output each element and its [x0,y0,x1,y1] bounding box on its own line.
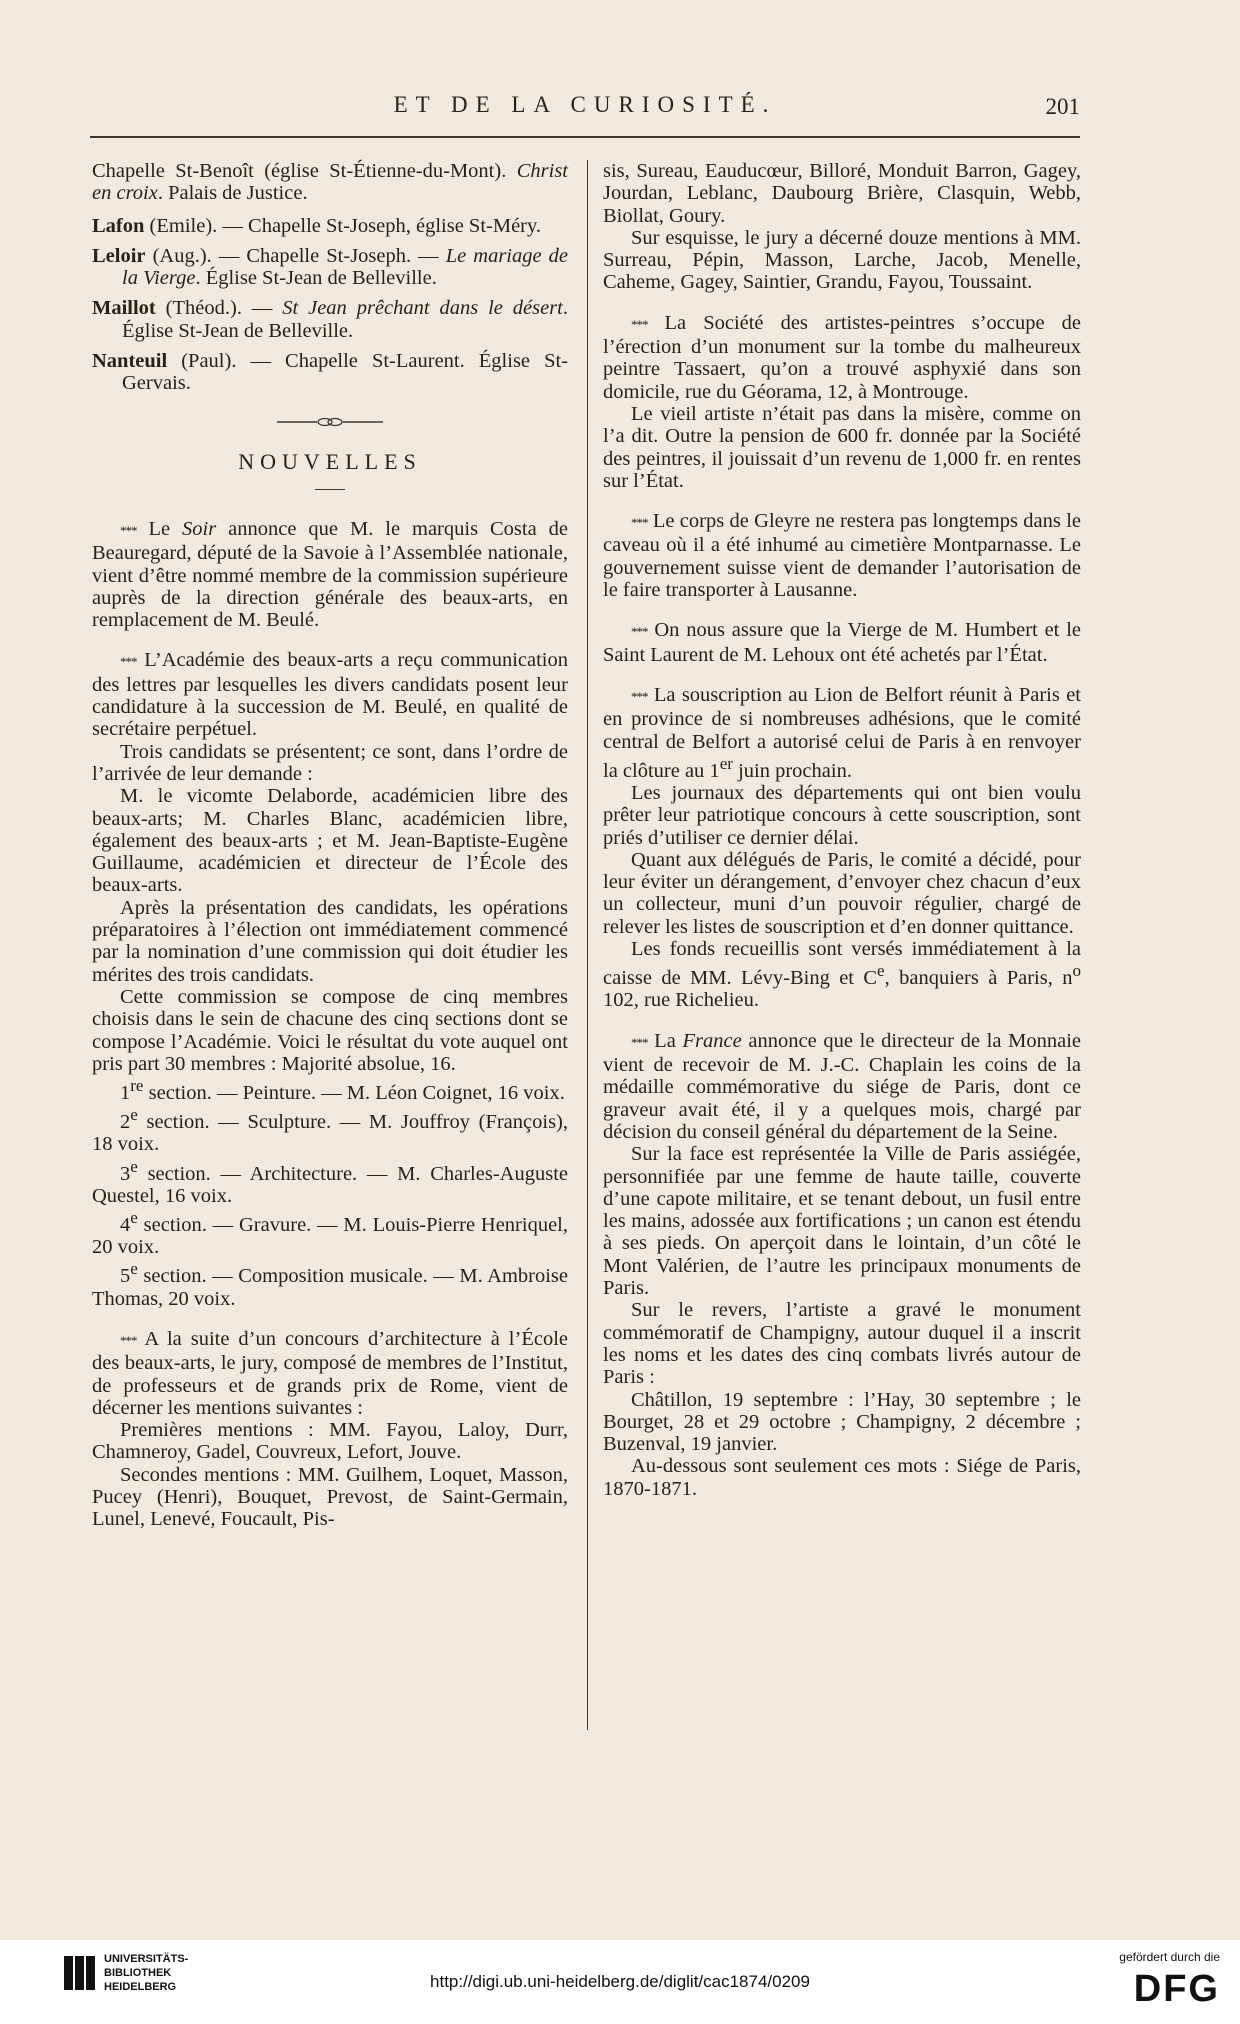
asterism-icon: *** [631,624,648,640]
paragraph: Sur esquisse, le jury a décerné douze mentions à MM. Surreau, Pépin, Masson, Larche, Jacob, Menelle, Caheme, Gagey, Saintier, Grandu, Fayou, Toussaint. [603,226,1081,294]
news-item: *** La Société des artistes-peintres s’occupe de l’érection d’un monument sur la tombe du malheureux peintre Tassaert, qu’on a trouvé asphyxié dans son domicile, rue du Géorama, 12, à Montrouge. [603,311,1081,403]
paragraph: Sur le revers, l’artiste a gravé le monument commémoratif de Champigny, autour duquel il a inscrit les noms et les dates des cinq combats livrés autour de Paris : [603,1299,1081,1389]
paragraph: Au-dessous sont seulement ces mots : Siége de Paris, 1870-1871. [603,1455,1081,1500]
news-item: *** Le Soir annonce que M. le marquis Costa de Beauregard, député de la Savoie à l’Assemblée nationale, vient d’être nommé membre de la commission supérieure auprès de la direction générale des beaux-arts, en remplacement de M. Beulé. [92,517,568,632]
running-title: ET DE LA CURIOSITÉ. [393,92,777,117]
news-item: *** A la suite d’un concours d’architecture à l’École des beaux-arts, le jury, composé de membres de l’Institut, de professeurs et de grands prix de Rome, vient de décerner les mentions suivantes : [92,1327,568,1419]
artist-entry: Lafon (Emile). — Chapelle St-Joseph, église St-Méry. [92,214,542,237]
asterism-icon: *** [631,1034,648,1050]
column-divider [587,160,588,1730]
university-library-name: UNIVERSITÄTS- BIBLIOTHEK HEIDELBERG [104,1953,189,1993]
vote-line: 2e section. — Sculpture. — M. Jouffroy (François), 18 voix. [92,1105,568,1156]
paragraph: Sur la face est représentée la Ville de Paris assiégée, personnifiée par une femme de haute taille, couverte d’une capote militaire, et se tenant debout, un fusil entre les mains, adossée aux fortifications ; un canon est étendu à ses pieds. On aperçoit dans le lointain, d’un côté le Mont Valérien, de l’autre les principaux monuments de Paris. [603,1143,1081,1300]
paragraph: Trois candidats se présentent; ce sont, dans l’ordre de l’arrivée de leur demande : [92,740,568,785]
running-head [90,88,1080,128]
artist-entry: Maillot (Théod.). — St Jean prêchant dans le désert. Église St-Jean de Belleville. [92,297,569,342]
paragraph: Chapelle St-Benoît (église St-Étienne-du-Mont). Christ en croix. Palais de Justice. [92,160,568,205]
news-item: *** Le corps de Gleyre ne restera pas longtemps dans le caveau où il a été inhumé au cimetière Montparnasse. Le gouvernement suisse vient de demander l’autorisation de le faire transporter à Lausanne. [603,510,1081,602]
asterism-icon: *** [631,515,648,531]
ornament-divider-icon [275,415,385,429]
section-title: NOUVELLES [238,448,422,474]
asterism-icon: *** [120,654,137,670]
paragraph: Les fonds recueillis sont versés immédiatement à la caisse de MM. Lévy-Bing et Ce, banquiers à Paris, $n^o$ 102, rue Richelieu. [603,938,1081,1012]
asterism-icon: *** [631,688,648,704]
page-number: 201 [1045,94,1080,119]
asterism-icon: *** [120,1332,137,1348]
artist-entry: Nanteuil (Paul). — Chapelle St-Laurent. Église St-Gervais. [92,350,568,395]
paragraph: Châtillon, 19 septembre : l’Hay, 30 septembre ; le Bourget, 28 et 29 octobre ; Champigny, 2 décembre ; Buzenval, 19 janvier. [603,1388,1081,1456]
vote-line: 3e section. — Architecture. — M. Charles-Auguste Questel, 16 voix. [92,1156,568,1207]
news-item: *** La France annonce que le directeur de la Monnaie vient de recevoir de M. J.-C. Chaplain les coins de la médaille commémorative du siége de Paris, dont ce graveur avait été, il y a quelques mois, chargé par décision du conseil général du département de la Seine. [603,1029,1081,1143]
title-dash [315,489,345,490]
paragraph: Premières mentions : MM. Fayou, Laloy, Durr, Chamneroy, Gadel, Couvreux, Lefort, Jouve. [92,1419,568,1464]
paragraph: sis, Sureau, Eauducœur, Billoré, Monduit Barron, Gagey, Jourdan, Leblanc, Daubourg Brière, Clasquin, Webb, Biollat, Goury. [603,160,1081,227]
news-item: *** On nous assure que la Vierge de M. Humbert et le Saint Laurent de M. Lehoux ont été achetés par l’État. [603,619,1081,666]
header-rule [90,136,1080,138]
right-column [603,160,1081,1500]
vote-line: 4e section. — Gravure. — M. Louis-Pierre Henriquel, 20 voix. [92,1208,568,1259]
digitization-footer [0,1940,1240,2024]
vote-line: 1re section. — Peinture. — M. Léon Coignet, 16 voix. [120,1076,565,1104]
left-column [92,160,568,1531]
dfg-caption: gefördert durch die [1119,1950,1220,1964]
news-item: *** L’Académie des beaux-arts a reçu communication des lettres par lesquelles les divers candidats posent leur candidature à la succession de M. Beulé, en qualité de secrétaire perpétuel. [92,649,568,741]
paragraph: Secondes mentions : MM. Guilhem, Loquet, Masson, Pucey (Henri), Bouquet, Prevost, de Saint-Germain, Lunel, Lenevé, Foucault, Pis- [92,1463,568,1531]
paragraph: Les journaux des départements qui ont bien voulu prêter leur patriotique concours à cette souscription, sont priés d’utiliser ce dernier délai. [603,781,1081,849]
dfg-logo: DFG [1133,1968,1220,2010]
paragraph: Le vieil artiste n’était pas dans la misère, comme on l’a dit. Outre la pension de 600 fr. donnée par la Société des peintres, il jouissait d’un revenu de 1,000 fr. en rentes sur l’État. [603,402,1081,492]
paragraph: Quant aux délégués de Paris, le comité a décidé, pour leur éviter un dérangement, d’envoyer chez chacun d’eux un collecteur, muni d’un pouvoir régulier, chargé de relever les listes de souscription et d’en donner quittance. [603,848,1081,938]
paragraph: Après la présentation des candidats, les opérations préparatoires à l’élection ont immédiatement commencé par la nomination d’une commission qui doit étudier les mérites des trois candidats. [92,896,568,986]
vote-line: 5e section. — Composition musicale. — M. Ambroise Thomas, 20 voix. [92,1259,568,1310]
paragraph: Cette commission se compose de cinq membres choisis dans le sein de chacune des cinq sections dont se compose l’Académie. Voici le résultat du vote auquel ont pris part 30 membres : Majorité absolue, 16. [92,985,568,1075]
paragraph: M. le vicomte Delaborde, académicien libre des beaux-arts; M. Charles Blanc, académicien libre, également des beaux-arts ; et M. Jean-Baptiste-Eugène Guillaume, académicien et directeur de l’École des beaux-arts. [92,785,568,897]
news-item: *** La souscription au Lion de Belfort réunit à Paris et en province de si nombreuses adhésions, que le comité central de Belfort a autorisé celui de Paris à en renvoyer la clôture au 1er juin prochain. [603,683,1081,782]
source-url-link[interactable]: http://digi.ub.uni-heidelberg.de/diglit/cac1874/0209 [430,1972,810,1991]
artist-entry: Leloir (Aug.). — Chapelle St-Joseph. — Le mariage de la Vierge. Église St-Jean de Belleville. [92,244,568,290]
asterism-icon: *** [120,522,137,538]
asterism-icon: *** [631,316,648,332]
